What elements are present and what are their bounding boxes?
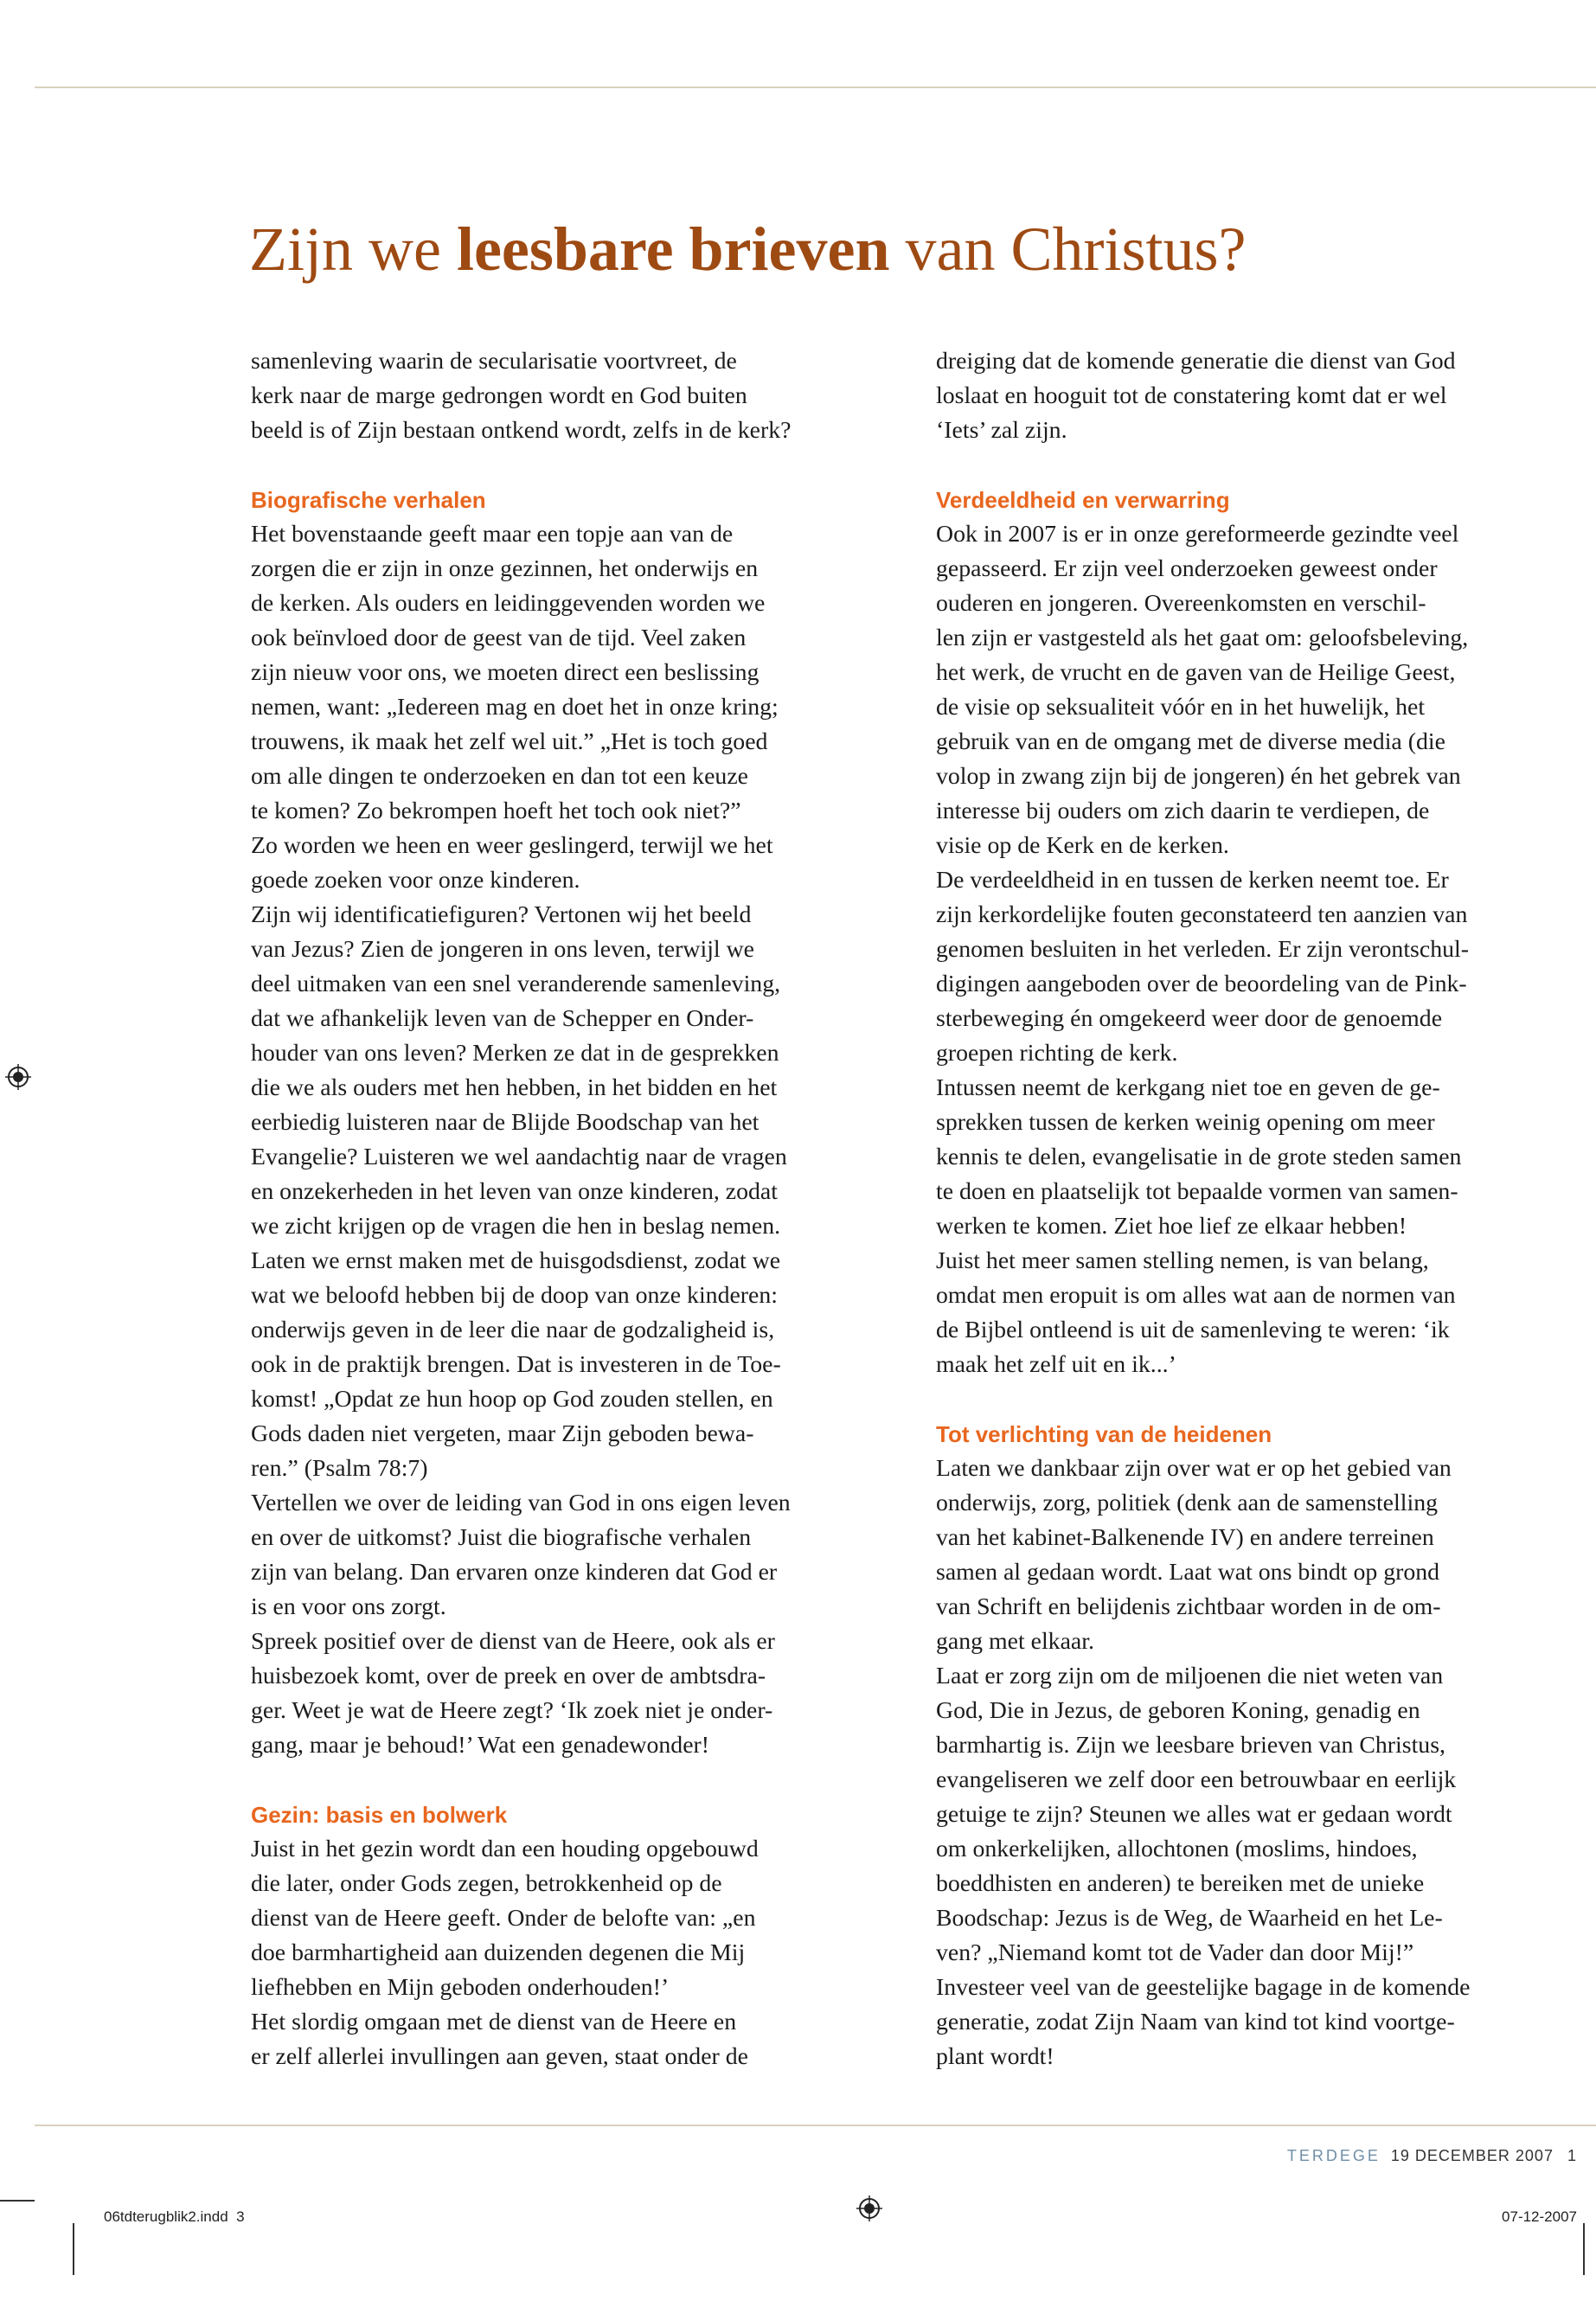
title-suffix: van Christus? [889,215,1247,284]
right-body-1: Ook in 2007 is er in onze gereformeerde gezindte veel gepasseerd. Er zijn veel onderzoeken geweest onder ouderen en jongeren. Overeenkomsten en verschil- len zijn er vastgesteld als het gaat om: geloofsbeleving, het werk, de vrucht en de gaven van de Heilige Geest, de visie op seksualiteit vóór en in het huwelijk, het gebruik van en de omgang met de diverse media (die volop in zwang zijn bij de jongeren) én het gebrek van interesse bij ouders om zich daarin te verdiepen, de visie op de Kerk en de kerken. De verdeeldheid in en tussen de kerken neemt toe. Er zijn kerkordelijke fouten geconstateerd ten aanzien van genomen besluiten in het verleden. Er zijn verontschul- digingen aangeboden over de beoordeling van de Pink- sterbeweging én omgekeerd weer door de genoemde groepen richting de kerk. Intussen neemt de kerkgang niet toe en geven de ge- sprekken tussen de kerken weinig opening om meer kennis te delen, evangelisatie in de grote steden samen te doen en plaatselijk tot bepaalde vormen van samen- werken te komen. Ziet hoe lief ze elkaar hebben! Juist het meer samen stelling nemen, is van belang, omdat men eropuit is om alles wat aan de normen van de Bijbel ontleend is uit de samenleving te weren: ‘ik maak het zelf uit en ik...’ [936,521,1469,1378]
heading-biografische-verhalen: Biografische verhalen [251,487,486,513]
page-number: 1 [1567,2147,1577,2164]
publication-date: 19 DECEMBER 2007 [1390,2147,1554,2164]
page-title [249,212,1547,286]
registration-mark-bottom-icon [856,2195,882,2221]
slug-date: 07-12-2007 [1502,2208,1577,2225]
left-column [251,344,900,2074]
slug-filename: 06tdterugblik2.indd 3 [104,2208,245,2225]
right-intro-paragraph: dreiging dat de komende generatie die dienst van God loslaat en hooguit tot de constatering komt dat er wel ‘Iets’ zal zijn. [936,348,1456,444]
title-prefix: Zijn we [249,215,457,284]
heading-tot-verlichting: Tot verlichting van de heidenen [936,1421,1272,1447]
publication-footer [1287,2147,1577,2165]
title-emphasis: leesbare brieven [456,215,890,284]
registration-mark-left-icon [5,1064,31,1090]
publication-name: TERDEGE [1286,2147,1381,2164]
crop-mark-left [0,2200,35,2202]
bottom-rule [35,2125,1596,2126]
left-intro-paragraph: samenleving waarin de secularisatie voortvreet, de kerk naar de marge gedrongen wordt en God buiten beeld is of Zijn bestaan ontkend wordt, zelfs in de kerk? [251,348,792,444]
crop-mark-bottom-right [1583,2223,1585,2275]
heading-verdeeldheid-en-verwarring: Verdeeldheid en verwarring [936,487,1230,513]
left-body-2: Juist in het gezin wordt dan een houding opgebouwd die later, onder Gods zegen, betrokkenheid op de dienst van de Heere geeft. Onder de belofte van: „en doe barmhartigheid aan duizenden degenen die Mij liefhebben en Mijn geboden onderhouden!’ Het slordig omgaan met de dienst van de Heere en er zelf allerlei invullingen aan geven, staat onder de [251,1836,759,2070]
heading-gezin-basis-en-bolwerk: Gezin: basis en bolwerk [251,1802,508,1828]
top-rule [35,87,1596,88]
right-column [936,344,1585,2074]
right-body-2: Laten we dankbaar zijn over wat er op het gebied van onderwijs, zorg, politiek (denk aan de samenstelling van het kabinet-Balkenende IV) en andere terreinen samen al gedaan wordt. Laat wat ons bindt op grond van Schrift en belijdenis zichtbaar worden in de om- gang met elkaar. Laat er zorg zijn om de miljoenen die niet weten van God, Die in Jezus, de geboren Koning, genadig en barmhartig is. Zijn we leesbare brieven van Christus, evangeliseren we zelf door een betrouwbaar en eerlijk getuige te zijn? Steunen we alles wat er gedaan wordt om onkerkelijken, allochtonen (moslims, hindoes, boeddhisten en anderen) te bereiken met de unieke Boodschap: Jezus is de Weg, de Waarheid en het Le- ven? „Niemand komt tot de Vader dan door Mij!” Investeer veel van de geestelijke bagage in de komende generatie, zodat Zijn Naam van kind tot kind voortge- plant wordt! [936,1455,1471,2070]
crop-mark-bottom-left [73,2223,74,2275]
left-body-1: Het bovenstaande geeft maar een topje aan van de zorgen die er zijn in onze gezinnen, het onderwijs en de kerken. Als ouders en leidinggevenden worden we ook beïnvloed door de geest van de tijd. Veel zaken zijn nieuw voor ons, we moeten direct een beslissing nemen, want: „Iedereen mag en doet het in onze kring; trouwens, ik maak het zelf wel uit.” „Het is toch goed om alle dingen te onderzoeken en dan tot een keuze te komen? Zo bekrompen hoeft het toch ook niet?” Zo worden we heen en weer geslingerd, terwijl we het goede zoeken voor onze kinderen. Zijn wij identificatiefiguren? Vertonen wij het beeld van Jezus? Zien de jongeren in ons leven, terwijl we deel uitmaken van een snel veranderende samenleving, dat we afhankelijk leven van de Schepper en Onder- houder van ons leven? Merken ze dat in de gesprekken die we als ouders met hen hebben, in het bidden en het eerbiedig luisteren naar de Blijde Boodschap van het Evangelie? Luisteren we wel aandachtig naar de vragen en onzekerheden in het leven van onze kinderen, zodat we zicht krijgen op de vragen die hen in beslag nemen. Laten we ernst maken met de huisgodsdienst, zodat we wat we beloofd hebben bij de doop van onze kinderen: onderwijs geven in de leer die naar de godzaligheid is, ook in de praktijk brengen. Dat is investeren in de Toe- komst! „Opdat ze hun hoop op God zouden stellen, en Gods daden niet vergeten, maar Zijn geboden bewa- ren.” (Psalm 78:7) Vertellen we over de leiding van God in ons eigen leven en over de uitkomst? Juist die biografische verhalen zijn van belang. Dan ervaren onze kinderen dat God er is en voor ons zorgt. Spreek positief over de dienst van de Heere, ook als er huisbezoek komt, over de preek en over de ambtsdra- ger. Weet je wat de Heere zegt? ‘Ik zoek niet je onder- gang, maar je behoud!’ Wat een genadewonder! [251,521,791,1759]
